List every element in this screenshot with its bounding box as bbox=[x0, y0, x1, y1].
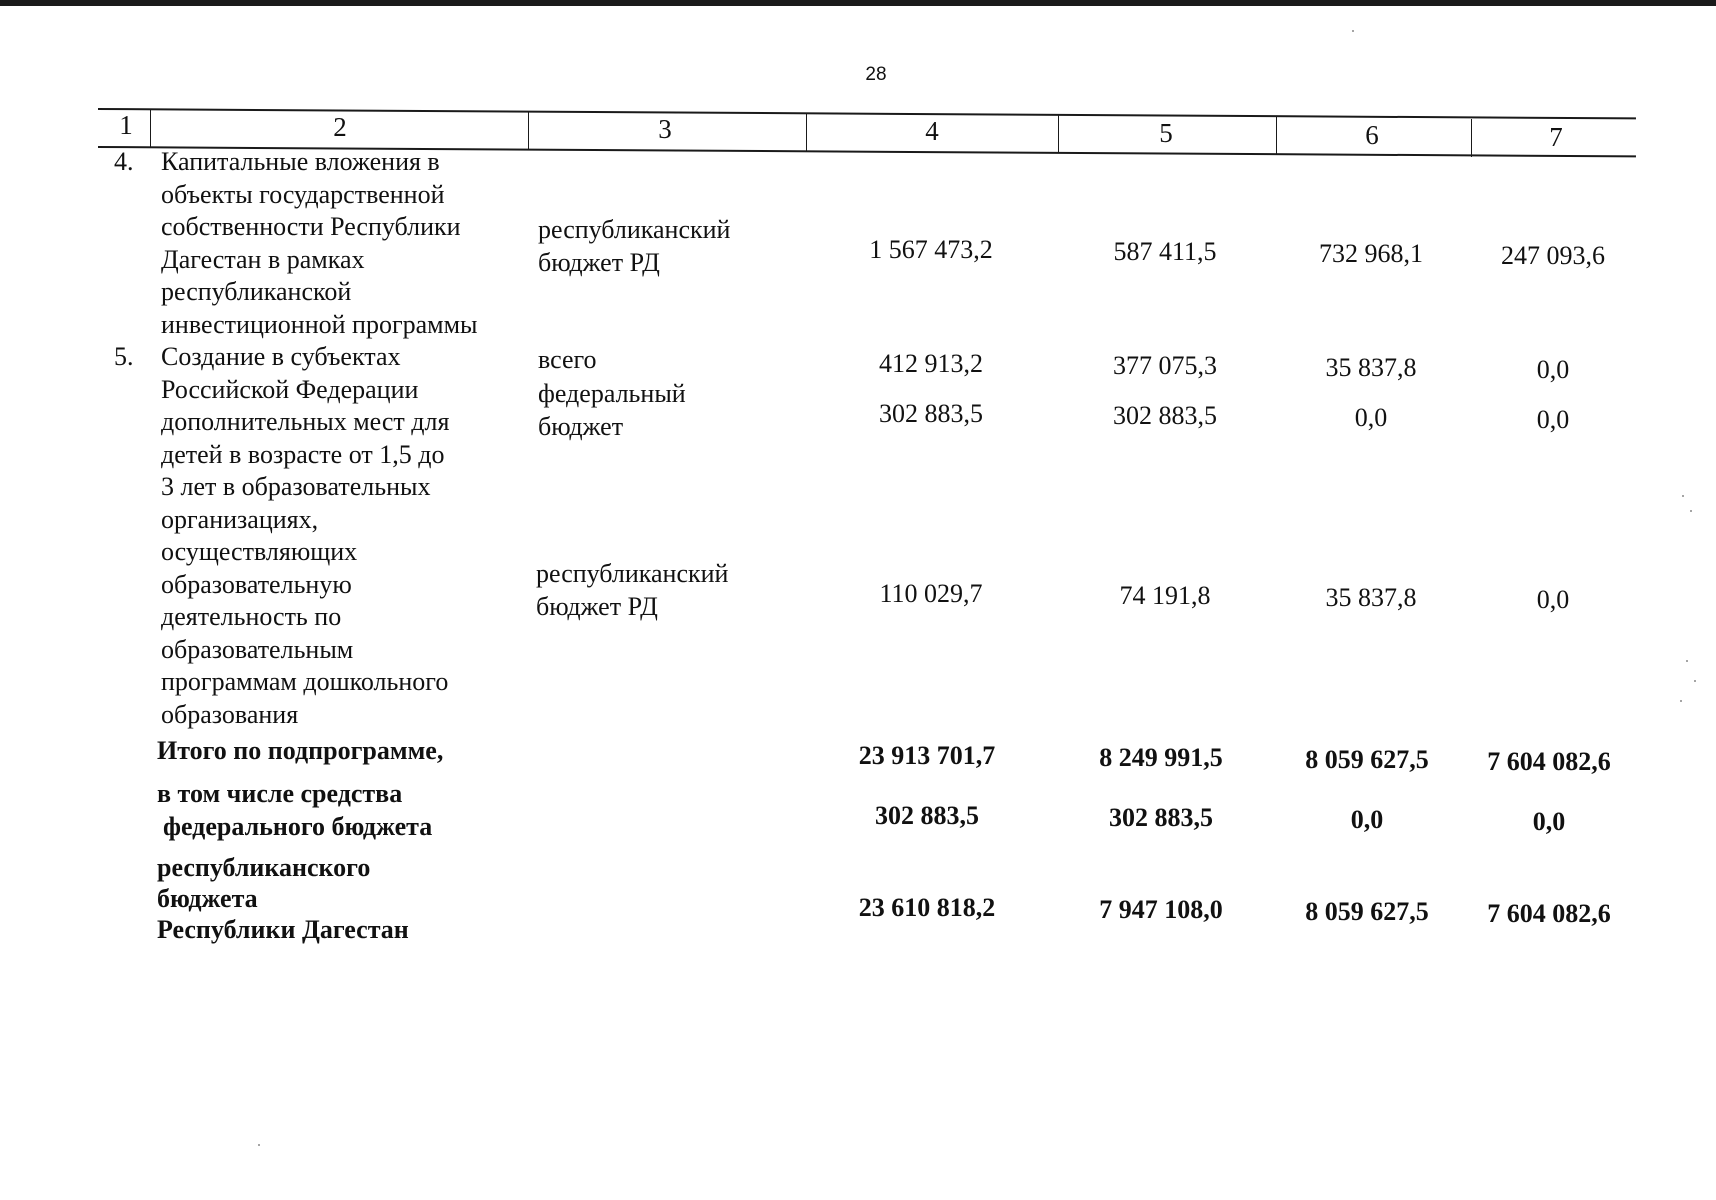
row-4-value-col5: 587 411,5 bbox=[1113, 237, 1217, 266]
row-4-number: 4. bbox=[114, 147, 134, 176]
row-5-republic-col6: 35 837,8 bbox=[1325, 583, 1417, 612]
title-line: республиканской bbox=[161, 277, 352, 306]
row-4-title bbox=[161, 146, 478, 341]
row-5-title bbox=[161, 341, 449, 731]
row-5-federal-col6: 0,0 bbox=[1354, 403, 1388, 432]
summary-republic-label bbox=[157, 852, 409, 945]
row-5-republic-label bbox=[536, 558, 728, 623]
title-line: образовательным bbox=[161, 634, 354, 664]
column-number: 7 bbox=[1549, 122, 1563, 152]
row-5-federal-label bbox=[538, 378, 686, 443]
column-separator bbox=[806, 113, 807, 151]
row-5-number: 5. bbox=[114, 342, 134, 371]
source-line: бюджет bbox=[538, 411, 624, 441]
title-line: организациях, bbox=[161, 504, 319, 534]
title-line: образовательную bbox=[161, 569, 352, 599]
row-5-federal-col4: 302 883,5 bbox=[879, 399, 983, 428]
title-line: дополнительных мест для bbox=[161, 407, 450, 436]
row-5-total-col7: 0,0 bbox=[1536, 355, 1570, 384]
title-line: Капитальные вложения в bbox=[161, 147, 440, 176]
scan-speck bbox=[1680, 700, 1682, 702]
summary-federal-col5: 302 883,5 bbox=[1109, 803, 1213, 832]
summary-total-col4: 23 913 701,7 bbox=[858, 741, 996, 770]
column-number: 4 bbox=[925, 116, 939, 146]
label-line: федерального бюджета bbox=[163, 811, 433, 841]
title-line: 3 лет в образовательных bbox=[161, 472, 431, 501]
column-number: 3 bbox=[658, 114, 672, 144]
label-line: республиканского bbox=[157, 853, 371, 882]
label-line: бюджета bbox=[157, 884, 258, 913]
column-separator bbox=[150, 109, 151, 147]
source-line: бюджет РД bbox=[536, 591, 658, 621]
source-line: бюджет РД bbox=[538, 247, 660, 277]
label-line: в том числе средства bbox=[157, 779, 403, 808]
summary-republic-col5: 7 947 108,0 bbox=[1099, 895, 1223, 924]
title-line: собственности Республики bbox=[161, 212, 461, 241]
title-line: образования bbox=[161, 699, 299, 729]
row-5-federal-col5: 302 883,5 bbox=[1113, 401, 1217, 430]
summary-total-col6: 8 059 627,5 bbox=[1305, 745, 1429, 774]
source-line: республиканский bbox=[538, 215, 731, 244]
label-line: Республики Дагестан bbox=[157, 915, 409, 944]
summary-total-col5: 8 249 991,5 bbox=[1099, 743, 1223, 772]
title-line: Дагестан в рамках bbox=[161, 244, 365, 274]
row-5-total-col6: 35 837,8 bbox=[1325, 353, 1417, 382]
title-line: инвестиционной программы bbox=[161, 309, 478, 339]
scan-speck bbox=[258, 1144, 260, 1146]
title-line: Создание в субъектах bbox=[161, 342, 401, 371]
summary-federal-col6: 0,0 bbox=[1350, 805, 1384, 834]
row-5-republic-col4: 110 029,7 bbox=[879, 579, 983, 608]
row-5-federal-col7: 0,0 bbox=[1536, 405, 1570, 434]
title-line: осуществляющих bbox=[161, 537, 358, 566]
row-4-value-col6: 732 968,1 bbox=[1319, 239, 1423, 268]
row-5-republic-col7: 0,0 bbox=[1536, 585, 1570, 614]
source-line: республиканский bbox=[536, 559, 729, 588]
title-line: деятельность по bbox=[161, 602, 342, 631]
row-4-value-col4: 1 567 473,2 bbox=[869, 235, 993, 264]
scan-speck bbox=[1352, 30, 1354, 32]
row-5-republic-col5: 74 191,8 bbox=[1119, 581, 1211, 610]
title-line: программам дошкольного bbox=[161, 667, 449, 696]
title-line: Российской Федерации bbox=[161, 374, 419, 404]
scan-speck bbox=[1690, 510, 1692, 512]
title-line: объекты государственной bbox=[161, 179, 445, 209]
column-separator bbox=[1058, 115, 1059, 153]
scan-speck bbox=[1686, 660, 1688, 662]
summary-federal-col4: 302 883,5 bbox=[875, 801, 979, 830]
column-separator bbox=[528, 111, 529, 149]
scan-top-edge bbox=[0, 0, 1716, 6]
column-number: 6 bbox=[1365, 120, 1379, 150]
summary-total-label: Итого по подпрограмме, bbox=[157, 736, 444, 765]
title-line: детей в возрасте от 1,5 до bbox=[161, 439, 445, 469]
row-4-source bbox=[538, 214, 730, 279]
summary-republic-col7: 7 604 082,6 bbox=[1487, 899, 1611, 928]
summary-federal-col7: 0,0 bbox=[1532, 807, 1566, 836]
scan-speck bbox=[1682, 495, 1684, 497]
row-4-value-col7: 247 093,6 bbox=[1501, 241, 1605, 270]
column-number: 1 bbox=[119, 110, 133, 140]
scan-speck bbox=[1694, 680, 1696, 682]
row-5-total-col5: 377 075,3 bbox=[1113, 351, 1217, 380]
column-separator bbox=[1276, 117, 1277, 155]
column-separator bbox=[1471, 119, 1472, 157]
page-number: 28 bbox=[865, 64, 887, 85]
summary-total-col7: 7 604 082,6 bbox=[1487, 747, 1611, 776]
column-number: 5 bbox=[1159, 118, 1173, 148]
summary-republic-col6: 8 059 627,5 bbox=[1305, 897, 1429, 926]
column-number: 2 bbox=[333, 112, 347, 142]
row-5-total-col4: 412 913,2 bbox=[879, 349, 983, 378]
row-5-total-label: всего bbox=[538, 345, 597, 374]
summary-republic-col4: 23 610 818,2 bbox=[858, 893, 996, 922]
summary-federal-label bbox=[157, 778, 432, 843]
source-line: федеральный bbox=[538, 379, 686, 408]
